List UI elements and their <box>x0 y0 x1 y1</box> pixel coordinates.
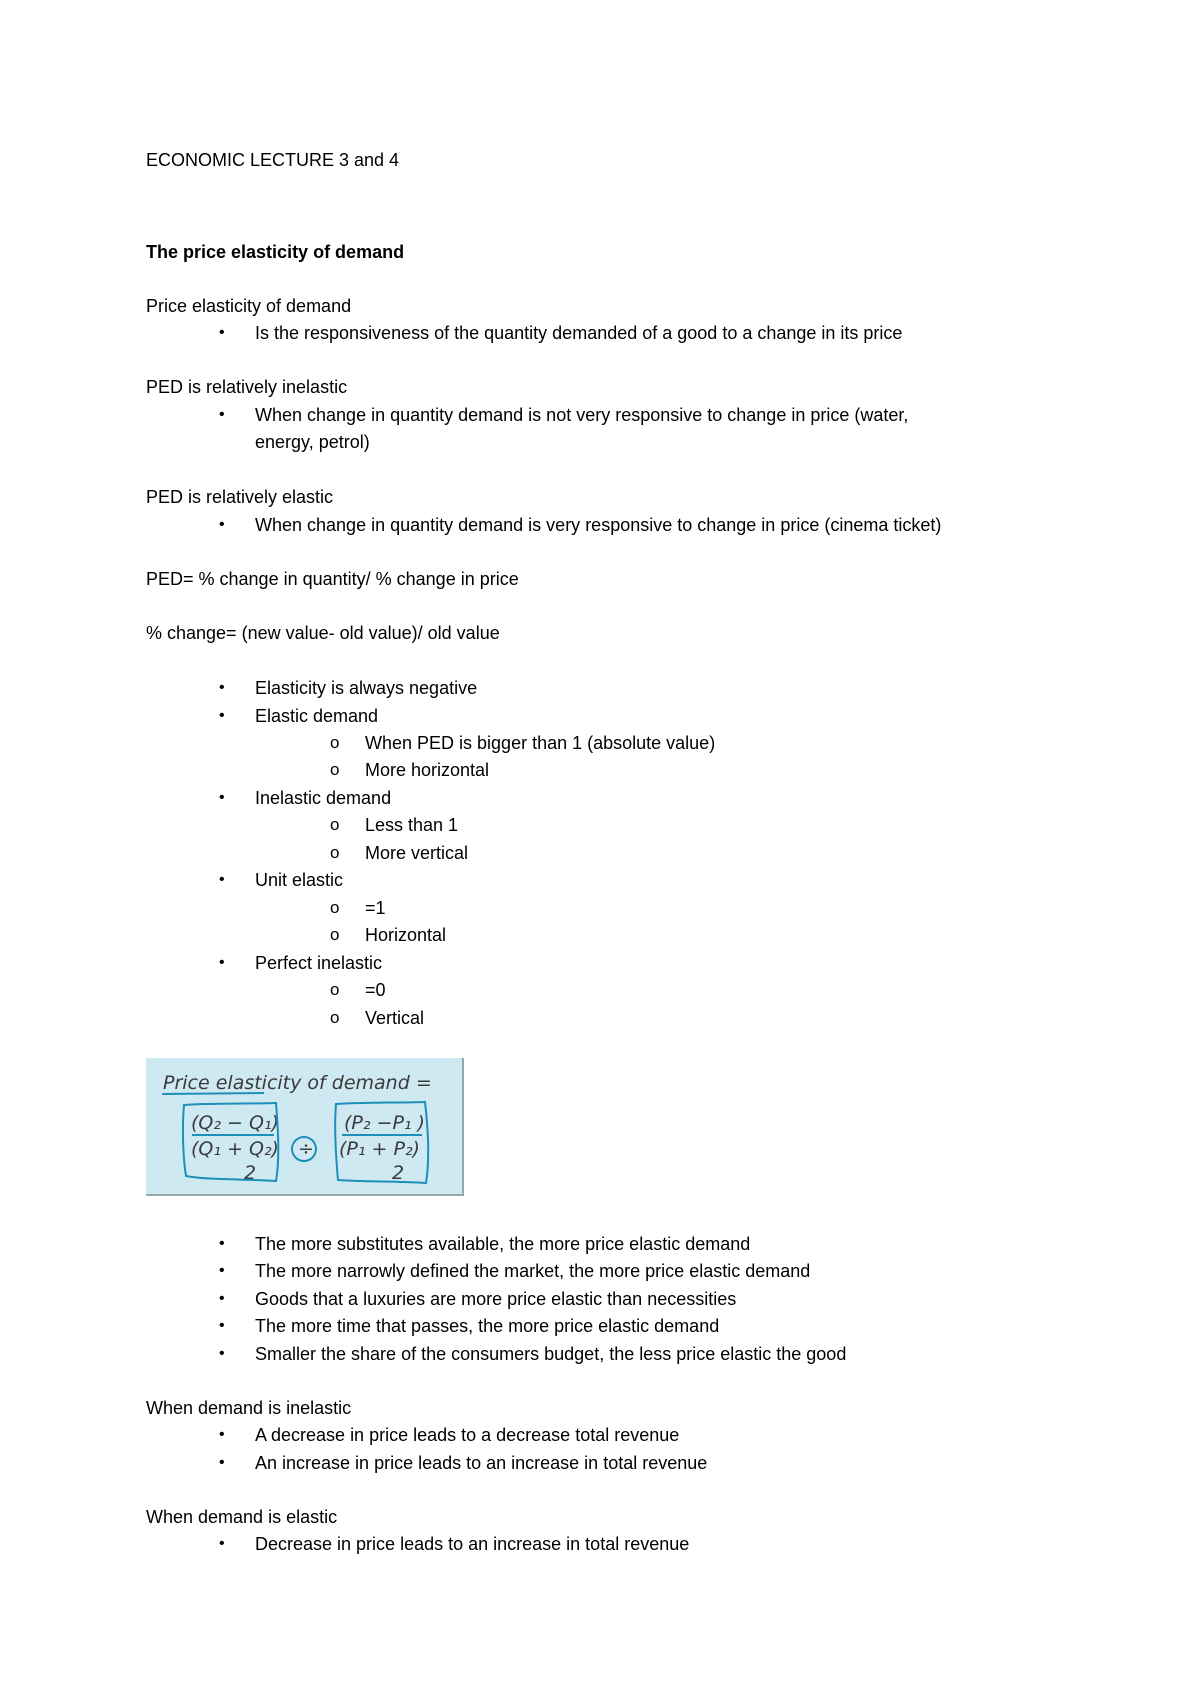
bullet: • <box>219 1290 225 1307</box>
sub-bullet: o <box>330 1008 340 1027</box>
formula-numerator-right: (P₂ −P₁ ) <box>344 1112 425 1134</box>
bullet: • <box>219 954 225 971</box>
image-border-bottom <box>146 1194 464 1196</box>
bullet: • <box>219 406 225 423</box>
bullet: • <box>219 1345 225 1362</box>
bullet: • <box>219 1535 225 1552</box>
sub-bullet: o <box>330 733 340 752</box>
type-sub-item: Vertical <box>365 1008 425 1028</box>
determinant-item: Smaller the share of the consumers budget, the less price elastic the good <box>255 1344 847 1364</box>
formula-divide-sign: ÷ <box>298 1138 314 1160</box>
divide-circle <box>292 1137 316 1161</box>
image-border-right <box>462 1058 464 1196</box>
type-sub-item: Less than 1 <box>365 815 459 835</box>
sub-bullet: o <box>330 980 340 999</box>
sub-bullet: o <box>330 898 340 917</box>
when-elastic-heading: When demand is elastic <box>146 1507 338 1527</box>
sub-bullet: o <box>330 815 340 834</box>
percent-change-formula: % change= (new value- old value)/ old value <box>146 623 500 643</box>
sub-bullet: o <box>330 925 340 944</box>
type-item: Elastic demand <box>255 706 379 726</box>
type-item: Elasticity is always negative <box>255 678 478 698</box>
ped-formula: PED= % change in quantity/ % change in price <box>146 569 519 589</box>
right-fraction-box <box>335 1102 428 1183</box>
when-inelastic-bullet: A decrease in price leads to a decrease total revenue <box>255 1425 680 1445</box>
bullet: • <box>219 516 225 533</box>
type-sub-item: =1 <box>365 898 386 918</box>
left-fraction-box <box>183 1103 278 1181</box>
elastic-heading: PED is relatively elastic <box>146 487 334 507</box>
formula-annotations <box>146 1058 464 1196</box>
type-item: Unit elastic <box>255 870 344 890</box>
bullet: • <box>219 1454 225 1471</box>
document-title: ECONOMIC LECTURE 3 and 4 <box>146 150 400 170</box>
determinant-item: The more substitutes available, the more price elastic demand <box>255 1234 751 1254</box>
bullet: • <box>219 707 225 724</box>
formula-title: Price elasticity of demand = <box>163 1072 432 1094</box>
formula-numerator-left: (Q₂ − Q₁) <box>191 1112 279 1134</box>
definition-heading: Price elasticity of demand <box>146 296 352 316</box>
formula-denominator-left: (Q₁ + Q₂) <box>191 1138 279 1160</box>
bullet: • <box>219 679 225 696</box>
bullet: • <box>219 789 225 806</box>
section-heading: The price elasticity of demand <box>146 242 405 262</box>
formula-denominator-right: (P₁ + P₂) <box>339 1138 420 1160</box>
type-sub-item: More horizontal <box>365 760 490 780</box>
when-inelastic-heading: When demand is inelastic <box>146 1398 352 1418</box>
formula-two-right: 2 <box>392 1162 405 1184</box>
bullet: • <box>219 1426 225 1443</box>
type-sub-item: =0 <box>365 980 386 1000</box>
type-item: Inelastic demand <box>255 788 392 808</box>
elastic-bullet: When change in quantity demand is very responsive to change in price (cinema ticket) <box>255 515 942 535</box>
bullet: • <box>219 1262 225 1279</box>
inelastic-bullet-line1: When change in quantity demand is not very responsive to change in price (water, <box>255 405 909 425</box>
when-inelastic-bullet: An increase in price leads to an increase in total revenue <box>255 1453 708 1473</box>
sub-bullet: o <box>330 760 340 779</box>
type-item: Perfect inelastic <box>255 953 383 973</box>
type-sub-item: When PED is bigger than 1 (absolute value) <box>365 733 716 753</box>
sub-bullet: o <box>330 843 340 862</box>
definition-bullet: Is the responsiveness of the quantity demanded of a good to a change in its price <box>255 323 903 343</box>
determinant-item: Goods that a luxuries are more price elastic than necessities <box>255 1289 737 1309</box>
when-elastic-bullet: Decrease in price leads to an increase in total revenue <box>255 1534 690 1554</box>
bullet: • <box>219 1235 225 1252</box>
inelastic-heading: PED is relatively inelastic <box>146 377 348 397</box>
type-sub-item: More vertical <box>365 843 469 863</box>
inelastic-bullet-line2: energy, petrol) <box>255 432 370 452</box>
bullet: • <box>219 324 225 341</box>
type-sub-item: Horizontal <box>365 925 447 945</box>
formula-title-underline <box>162 1093 264 1094</box>
determinant-item: The more narrowly defined the market, the more price elastic demand <box>255 1261 811 1281</box>
bullet: • <box>219 871 225 888</box>
bullet: • <box>219 1317 225 1334</box>
formula-two-left: 2 <box>244 1162 257 1184</box>
determinant-item: The more time that passes, the more price elastic demand <box>255 1316 720 1336</box>
ped-formula-image <box>146 1058 464 1196</box>
